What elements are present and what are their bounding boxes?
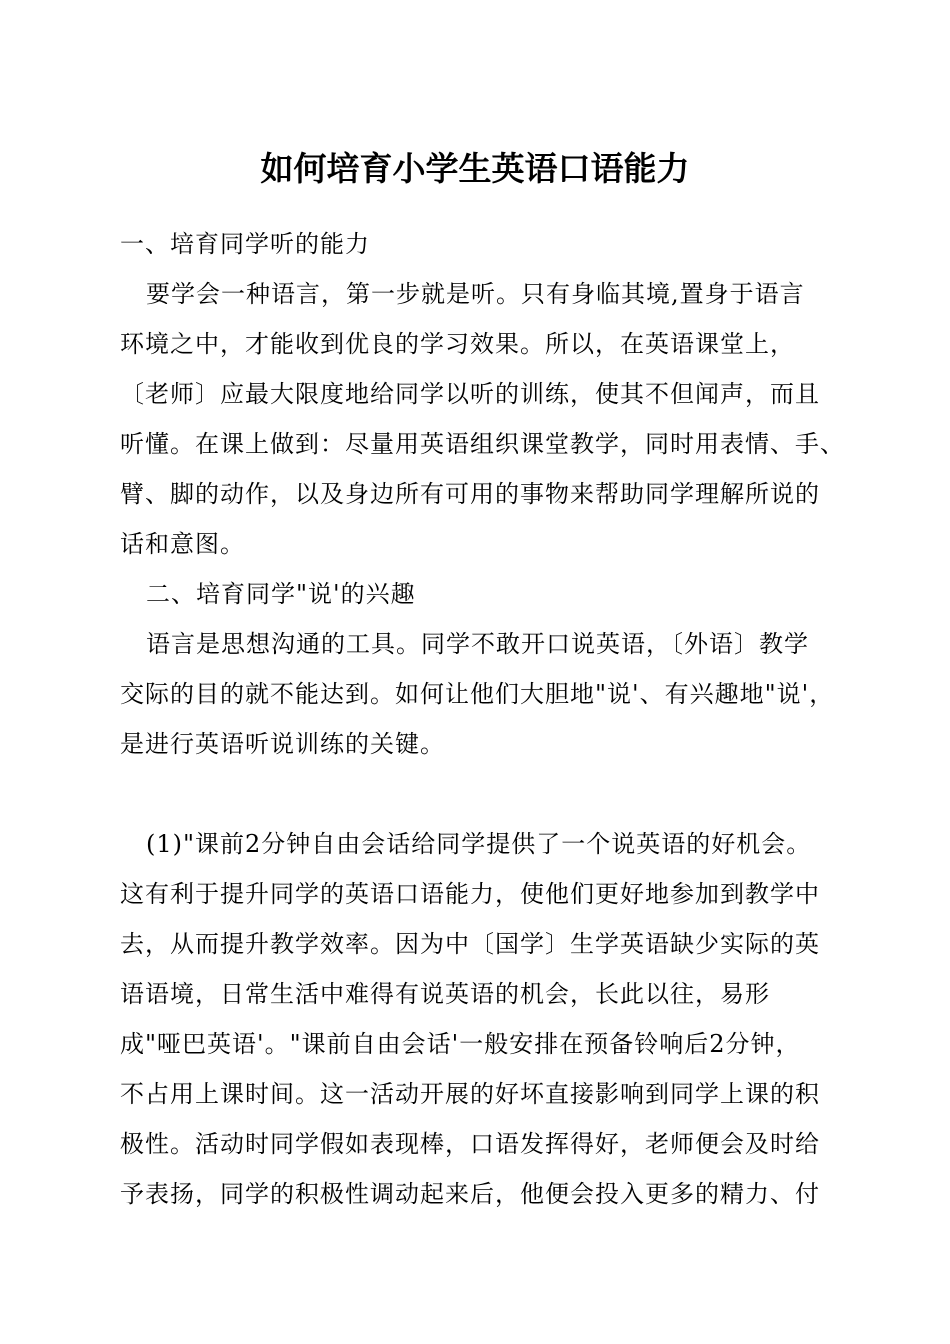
body-line: 不占用上课时间。这一活动开展的好坏直接影响到同学上课的积 — [120, 1080, 820, 1108]
document-title: 如何培育小学生英语口语能力 — [260, 149, 690, 188]
body-line: 是进行英语听说训练的关键。 — [120, 730, 445, 758]
body-line: 要学会一种语言，第一步就是听。只有身临其境,置身于语言 — [146, 280, 805, 308]
body-line: 去，从而提升教学效率。因为中〔国学〕生学英语缺少实际的英 — [120, 930, 820, 958]
body-line: 语言是思想沟通的工具。同学不敢开口说英语，〔外语〕教学 — [146, 630, 809, 658]
body-line: (1)"课前2分钟自由会话给同学提供了一个说英语的好机会。 — [146, 830, 812, 858]
section-heading-listening: 一、培育同学听的能力 — [120, 230, 370, 258]
body-line: 臂、脚的动作，以及身边所有可用的事物来帮助同学理解所说的 — [120, 480, 820, 508]
body-line: 语语境，日常生活中难得有说英语的机会，长此以往，易形 — [120, 980, 770, 1008]
body-line: 〔老师〕应最大限度地给同学以听的训练，使其不但闻声，而且 — [120, 380, 820, 408]
body-line: 听懂。在课上做到：尽量用英语组织课堂教学，同时用表情、手、 — [120, 430, 845, 458]
body-line: 话和意图。 — [120, 530, 245, 558]
body-line: 环境之中，才能收到优良的学习效果。所以，在英语课堂上， — [120, 330, 795, 358]
body-line: 这有利于提升同学的英语口语能力，使他们更好地参加到教学中 — [120, 880, 820, 908]
section-heading-speaking: 二、培育同学"说'的兴趣 — [146, 580, 416, 608]
body-line: 交际的目的就不能达到。如何让他们大胆地"说'、有兴趣地"说'， — [120, 680, 835, 708]
body-line: 成"哑巴英语'。"课前自由会话'一般安排在预备铃响后2分钟， — [120, 1030, 801, 1058]
body-line: 极性。活动时同学假如表现棒，口语发挥得好，老师便会及时给 — [120, 1130, 820, 1158]
body-line: 予表扬，同学的积极性调动起来后，他便会投入更多的精力、付 — [120, 1180, 820, 1208]
